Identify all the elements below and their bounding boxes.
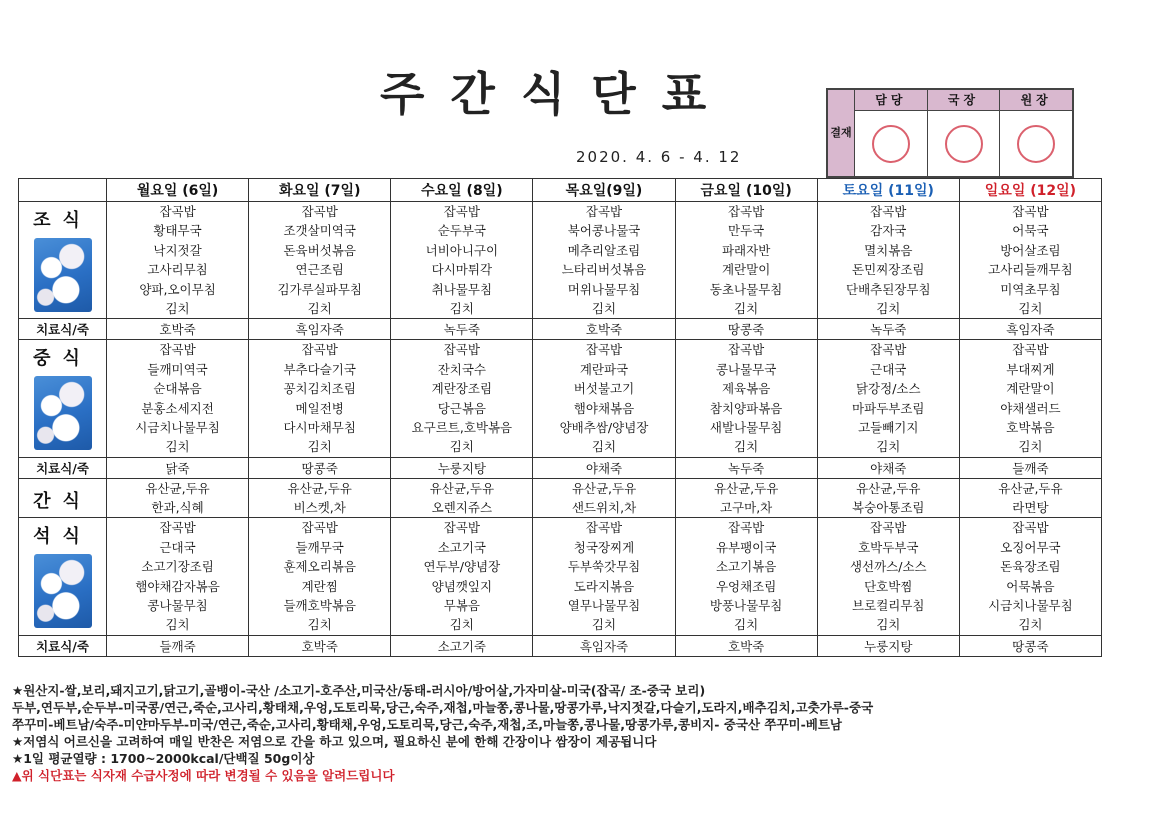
menu-cell bbox=[107, 518, 249, 635]
menu-item: 근대국 bbox=[870, 361, 907, 377]
seal-stamp-icon bbox=[872, 125, 910, 163]
snack-row bbox=[19, 478, 1102, 518]
menu-cell bbox=[107, 478, 249, 518]
menu-item: 잔치국수 bbox=[437, 361, 486, 377]
dinner-therapy-row bbox=[19, 635, 1102, 656]
menu-item: 고들빼기지 bbox=[858, 419, 919, 435]
origin-note-1: ★원산지-쌀,보리,돼지고기,닭고기,골뱅이-국산 /소고기-호주산,미국산/동태-러시아/방어살,가자미살-미국(잡곡/ 조-중국 보리) bbox=[12, 683, 706, 698]
row-label: 치료식/죽 bbox=[19, 635, 107, 656]
menu-cell bbox=[533, 202, 675, 319]
menu-item: 호박두부국 bbox=[858, 539, 919, 555]
menu-item: 잡곡밥 bbox=[728, 342, 765, 358]
menu-item: 돈육버섯볶음 bbox=[283, 242, 356, 258]
menu-cell bbox=[817, 478, 959, 518]
approval-col-staff bbox=[855, 90, 928, 176]
menu-item: 잡곡밥 bbox=[443, 520, 480, 536]
meal-type-label: 조식 bbox=[33, 210, 92, 231]
menu-item: 잡곡밥 bbox=[728, 520, 765, 536]
therapy-cell: 흑임자죽 bbox=[533, 635, 675, 656]
blossom-photo bbox=[34, 554, 92, 628]
menu-item: 잡곡밥 bbox=[443, 342, 480, 358]
approval-col-director bbox=[928, 90, 1001, 176]
menu-item: 감자국 bbox=[870, 223, 907, 239]
menu-item: 단호박찜 bbox=[864, 578, 913, 594]
meal-type-label: 중식 bbox=[33, 348, 92, 370]
menu-item: 잡곡밥 bbox=[1012, 342, 1049, 358]
therapy-cell: 호박죽 bbox=[249, 635, 391, 656]
menu-cell bbox=[249, 202, 391, 319]
menu-item: 연근조림 bbox=[295, 262, 344, 278]
menu-item: 열무나물무침 bbox=[567, 598, 641, 614]
menu-item: 멸치볶음 bbox=[864, 242, 913, 258]
menu-item: 만두국 bbox=[728, 223, 765, 239]
menu-item: 복숭아통조림 bbox=[852, 500, 925, 516]
therapy-cell: 땅콩죽 bbox=[675, 319, 817, 340]
menu-item: 유산균,두유 bbox=[571, 480, 637, 496]
meal-type-label: 간식 bbox=[33, 490, 92, 512]
menu-item: 김치 bbox=[734, 300, 759, 316]
therapy-cell: 흑임자죽 bbox=[249, 319, 391, 340]
menu-item: 계란말이 bbox=[721, 262, 771, 278]
menu-item: 김치 bbox=[734, 439, 759, 455]
menu-item: 잡곡밥 bbox=[728, 204, 765, 219]
therapy-cell: 호박죽 bbox=[107, 319, 249, 340]
menu-cell bbox=[249, 478, 391, 518]
menu-cell bbox=[249, 518, 391, 635]
menu-cell bbox=[249, 340, 391, 457]
menu-item: 참치양파볶음 bbox=[709, 400, 783, 416]
meal-type-cell bbox=[19, 518, 107, 635]
menu-item: 느타리버섯볶음 bbox=[561, 262, 647, 278]
day-header-wed: 수요일 (8일) bbox=[391, 179, 533, 202]
menu-item: 부대찌게 bbox=[1006, 361, 1055, 377]
origin-note-3: 쭈꾸미-베트남/숙주-미얀마두부-미국/연근,죽순,고사리,황태채,우엉,도토리묵,당근,숙주,재첩,조,마늘쫑,콩나물,땅콩가루,콩비지- 중국산 쭈꾸미-베트남 bbox=[12, 717, 843, 732]
menu-item: 잡곡밥 bbox=[1012, 204, 1049, 219]
menu-item: 잡곡밥 bbox=[443, 204, 480, 219]
blossom-photo bbox=[34, 238, 92, 312]
menu-item: 소고기국 bbox=[437, 539, 486, 555]
menu-item: 호박볶음 bbox=[1006, 419, 1055, 435]
menu-item: 한과,식혜 bbox=[151, 500, 204, 516]
menu-item: 잡곡밥 bbox=[585, 342, 623, 358]
menu-item: 오징어무국 bbox=[1000, 539, 1061, 555]
menu-cell bbox=[959, 340, 1101, 457]
therapy-cell: 땅콩죽 bbox=[249, 457, 391, 478]
menu-item: 시금치나물무침 bbox=[988, 598, 1073, 614]
change-notice: ▲위 식단표는 식자재 수급사정에 따라 변경될 수 있음을 알려드립니다 bbox=[12, 768, 395, 783]
menu-item: 김치 bbox=[307, 300, 332, 316]
menu-item: 꽁치김치조림 bbox=[283, 381, 356, 397]
menu-item: 고사리무침 bbox=[147, 262, 208, 278]
lunch-therapy-row bbox=[19, 457, 1102, 478]
menu-item: 너비아니구이 bbox=[425, 242, 499, 258]
menu-item: 김치 bbox=[1018, 439, 1043, 455]
menu-item: 유산균,두유 bbox=[429, 480, 495, 496]
day-header-sat: 토요일 (11일) bbox=[817, 179, 959, 202]
menu-cell bbox=[959, 202, 1101, 319]
menu-item: 잡곡밥 bbox=[301, 204, 338, 219]
menu-item: 김치 bbox=[876, 300, 901, 316]
approval-label-text: 결재 bbox=[830, 126, 852, 139]
meal-type-cell bbox=[19, 340, 107, 457]
menu-cell bbox=[675, 478, 817, 518]
approval-role: 원장 bbox=[1000, 90, 1072, 111]
menu-cell bbox=[533, 478, 675, 518]
menu-cell bbox=[391, 518, 533, 635]
menu-item: 방풍나물무침 bbox=[709, 598, 783, 614]
menu-item: 시금치나물무침 bbox=[135, 419, 220, 435]
menu-item: 두부쑥갓무침 bbox=[567, 559, 641, 575]
row-label: 치료식/죽 bbox=[19, 319, 107, 340]
menu-item: 들깨미역국 bbox=[147, 361, 208, 377]
approval-label bbox=[828, 90, 855, 176]
menu-item: 양념깻잎지 bbox=[431, 578, 493, 594]
menu-item: 소고기볶음 bbox=[715, 559, 777, 575]
menu-item: 단배추된장무침 bbox=[846, 281, 931, 297]
therapy-cell: 야채죽 bbox=[817, 457, 959, 478]
corner-cell bbox=[19, 179, 107, 202]
menu-item: 브로컬리무침 bbox=[852, 598, 925, 614]
menu-item: 김치 bbox=[449, 617, 474, 633]
menu-item: 당근볶음 bbox=[437, 400, 486, 416]
seal-stamp-icon bbox=[945, 125, 983, 163]
menu-item: 생선까스/소스 bbox=[849, 559, 927, 575]
menu-item: 고구마,차 bbox=[719, 500, 773, 516]
menu-item: 다시마튀각 bbox=[431, 262, 493, 278]
seal-stamp-icon bbox=[1017, 125, 1055, 163]
approval-col-head bbox=[1000, 90, 1072, 176]
menu-cell bbox=[391, 202, 533, 319]
menu-item: 메추리알조림 bbox=[567, 242, 641, 258]
menu-item: 어묵국 bbox=[1012, 223, 1049, 239]
menu-item: 계란찜 bbox=[301, 578, 338, 594]
meal-type-label: 석식 bbox=[33, 526, 92, 548]
menu-item: 훈제오리볶음 bbox=[283, 559, 356, 575]
menu-item: 잡곡밥 bbox=[585, 520, 623, 536]
menu-item: 잡곡밥 bbox=[870, 520, 907, 536]
menu-item: 김가루실파무침 bbox=[277, 281, 362, 297]
therapy-cell: 들깨죽 bbox=[107, 635, 249, 656]
menu-item: 잡곡밥 bbox=[870, 204, 907, 219]
menu-item: 잡곡밥 bbox=[159, 342, 196, 358]
menu-item: 계란말이 bbox=[1006, 381, 1055, 397]
menu-item: 고사리들깨무침 bbox=[988, 262, 1073, 278]
origin-note-2: 두부,연두부,순두부-미국콩/연근,죽순,고사리,황태채,우엉,도토리묵,당근,숙주,재첩,마늘쫑,콩나물,땅콩가루,낙지젓갈,다슬기,도라지,배추김치,고춧가루-중국 bbox=[12, 700, 874, 715]
therapy-cell: 들깨죽 bbox=[959, 457, 1101, 478]
menu-item: 유산균,두유 bbox=[287, 480, 352, 496]
lunch-row bbox=[19, 340, 1102, 457]
approval-box bbox=[826, 88, 1074, 178]
menu-item: 잡곡밥 bbox=[301, 520, 338, 536]
menu-item: 김치 bbox=[591, 300, 617, 316]
breakfast-therapy-row bbox=[19, 319, 1102, 340]
menu-item: 잡곡밥 bbox=[870, 342, 907, 358]
menu-item: 근대국 bbox=[159, 539, 196, 555]
footer-notes bbox=[12, 682, 1162, 784]
menu-item: 유산균,두유 bbox=[856, 480, 921, 496]
menu-item: 청국장찌게 bbox=[573, 539, 635, 555]
day-header-fri: 금요일 (10일) bbox=[675, 179, 817, 202]
menu-item: 도라지볶음 bbox=[573, 578, 635, 594]
menu-item: 돈육장조림 bbox=[1000, 559, 1061, 575]
menu-cell bbox=[391, 340, 533, 457]
menu-item: 콩나물무국 bbox=[715, 361, 777, 377]
menu-item: 잡곡밥 bbox=[301, 342, 338, 358]
menu-item: 햄야채볶음 bbox=[573, 400, 635, 416]
therapy-cell: 땅콩죽 bbox=[959, 635, 1101, 656]
dinner-row bbox=[19, 518, 1102, 635]
therapy-cell: 누룽지탕 bbox=[817, 635, 959, 656]
menu-item: 야채샐러드 bbox=[1000, 400, 1061, 416]
therapy-cell: 닭죽 bbox=[107, 457, 249, 478]
menu-item: 김치 bbox=[165, 300, 190, 316]
menu-cell bbox=[391, 478, 533, 518]
menu-item: 김치 bbox=[591, 439, 617, 455]
approval-role: 국장 bbox=[928, 90, 1000, 111]
therapy-cell: 누룽지탕 bbox=[391, 457, 533, 478]
menu-cell bbox=[817, 518, 959, 635]
day-header-sun: 일요일 (12일) bbox=[959, 179, 1101, 202]
menu-item: 김치 bbox=[876, 439, 901, 455]
menu-cell bbox=[675, 202, 817, 319]
therapy-cell: 녹두죽 bbox=[817, 319, 959, 340]
menu-item: 라면탕 bbox=[1012, 500, 1049, 516]
therapy-cell: 호박죽 bbox=[675, 635, 817, 656]
menu-item: 연두부/양념장 bbox=[423, 559, 501, 575]
menu-item: 잡곡밥 bbox=[159, 520, 196, 536]
menu-item: 순대볶음 bbox=[153, 381, 202, 397]
menu-item: 소고기장조림 bbox=[141, 559, 214, 575]
menu-item: 돈민찌장조림 bbox=[852, 262, 925, 278]
day-header-tue: 화요일 (7일) bbox=[249, 179, 391, 202]
menu-item: 북어콩나물국 bbox=[567, 223, 641, 239]
menu-item: 김치 bbox=[876, 617, 901, 633]
menu-item: 닭강정/소스 bbox=[855, 381, 921, 397]
menu-cell bbox=[959, 478, 1101, 518]
menu-item: 요구르트,호박볶음 bbox=[411, 419, 513, 435]
menu-item: 김치 bbox=[734, 617, 759, 633]
menu-item: 양배추쌈/양념장 bbox=[559, 419, 649, 435]
therapy-cell: 녹두죽 bbox=[675, 457, 817, 478]
menu-item: 김치 bbox=[307, 439, 332, 455]
meal-type-cell bbox=[19, 478, 107, 518]
therapy-cell: 녹두죽 bbox=[391, 319, 533, 340]
menu-cell bbox=[533, 518, 675, 635]
therapy-cell: 소고기죽 bbox=[391, 635, 533, 656]
page-title: 주간식단표 bbox=[380, 67, 733, 121]
menu-item: 김치 bbox=[307, 617, 332, 633]
menu-item: 파래자반 bbox=[721, 242, 771, 258]
menu-cell bbox=[107, 202, 249, 319]
menu-cell bbox=[533, 340, 675, 457]
menu-item: 새발나물무침 bbox=[709, 419, 783, 435]
menu-item: 마파두부조림 bbox=[852, 400, 925, 416]
low-salt-note: ★저염식 어르신을 고려하여 매일 반찬은 저염으로 간을 하고 있으며, 필요하신 분에 한해 간장이나 쌈장이 제공됩니다 bbox=[12, 734, 657, 749]
menu-item: 부추다슬기국 bbox=[283, 361, 356, 377]
menu-item: 계란파국 bbox=[579, 361, 629, 377]
menu-item: 잡곡밥 bbox=[1012, 520, 1049, 536]
menu-item: 유산균,두유 bbox=[145, 480, 210, 496]
meal-type-cell bbox=[19, 202, 107, 319]
menu-cell bbox=[817, 340, 959, 457]
menu-item: 김치 bbox=[449, 300, 474, 316]
menu-item: 잡곡밥 bbox=[585, 204, 623, 219]
date-range: 2020. 4. 6 - 4. 12 bbox=[576, 148, 742, 166]
menu-item: 들깨호박볶음 bbox=[283, 598, 356, 614]
menu-item: 유산균,두유 bbox=[998, 480, 1063, 496]
day-header-mon: 월요일 (6일) bbox=[107, 179, 249, 202]
menu-cell bbox=[817, 202, 959, 319]
menu-item: 계란장조림 bbox=[431, 381, 493, 397]
blossom-photo bbox=[34, 376, 92, 450]
menu-item: 순두부국 bbox=[437, 223, 486, 239]
menu-item: 분홍소세지전 bbox=[141, 400, 214, 416]
menu-item: 조갯살미역국 bbox=[283, 223, 356, 239]
menu-item: 유부팽이국 bbox=[715, 539, 777, 555]
menu-item: 잡곡밥 bbox=[159, 204, 196, 219]
menu-item: 낙지젓갈 bbox=[153, 242, 202, 258]
menu-item: 다시마채무침 bbox=[283, 419, 356, 435]
menu-item: 취나물무침 bbox=[431, 281, 493, 297]
menu-item: 김치 bbox=[1018, 617, 1043, 633]
weekly-menu-table bbox=[18, 178, 1102, 657]
menu-item: 비스켓,차 bbox=[293, 500, 346, 516]
menu-item: 메일전병 bbox=[295, 400, 344, 416]
menu-item: 머위나물무침 bbox=[567, 281, 641, 297]
menu-item: 김치 bbox=[591, 617, 617, 633]
therapy-cell: 야채죽 bbox=[533, 457, 675, 478]
menu-item: 황태무국 bbox=[153, 223, 202, 239]
menu-item: 김치 bbox=[165, 439, 190, 455]
approval-role: 담당 bbox=[855, 90, 927, 111]
menu-item: 버섯불고기 bbox=[573, 381, 635, 397]
therapy-cell: 호박죽 bbox=[533, 319, 675, 340]
menu-cell bbox=[675, 340, 817, 457]
menu-item: 무볶음 bbox=[443, 598, 480, 614]
menu-item: 방어살조림 bbox=[1000, 242, 1061, 258]
menu-item: 우엉채조림 bbox=[715, 578, 777, 594]
menu-item: 샌드위치,차 bbox=[571, 500, 637, 516]
menu-item: 김치 bbox=[449, 439, 474, 455]
menu-item: 유산균,두유 bbox=[713, 480, 779, 496]
day-header-row bbox=[19, 179, 1102, 202]
row-label: 치료식/죽 bbox=[19, 457, 107, 478]
menu-item: 양파,오이무침 bbox=[139, 281, 216, 297]
menu-item: 김치 bbox=[1018, 300, 1043, 316]
menu-item: 들깨무국 bbox=[295, 539, 344, 555]
menu-item: 미역초무침 bbox=[1000, 281, 1061, 297]
menu-cell bbox=[107, 340, 249, 457]
menu-item: 김치 bbox=[165, 617, 190, 633]
menu-item: 동초나물무침 bbox=[709, 281, 783, 297]
menu-cell bbox=[959, 518, 1101, 635]
menu-cell bbox=[675, 518, 817, 635]
menu-item: 어묵볶음 bbox=[1006, 578, 1055, 594]
menu-item: 콩나물무침 bbox=[147, 598, 208, 614]
therapy-cell: 흑임자죽 bbox=[959, 319, 1101, 340]
calorie-note: ★1일 평균열량 : 1700~2000kcal/단백질 50g이상 bbox=[12, 751, 315, 766]
menu-item: 오렌지쥬스 bbox=[431, 500, 493, 516]
menu-item: 제육볶음 bbox=[721, 381, 771, 397]
breakfast-row bbox=[19, 202, 1102, 319]
day-header-thu: 목요일(9일) bbox=[533, 179, 675, 202]
menu-item: 햄야채감자볶음 bbox=[135, 578, 220, 594]
